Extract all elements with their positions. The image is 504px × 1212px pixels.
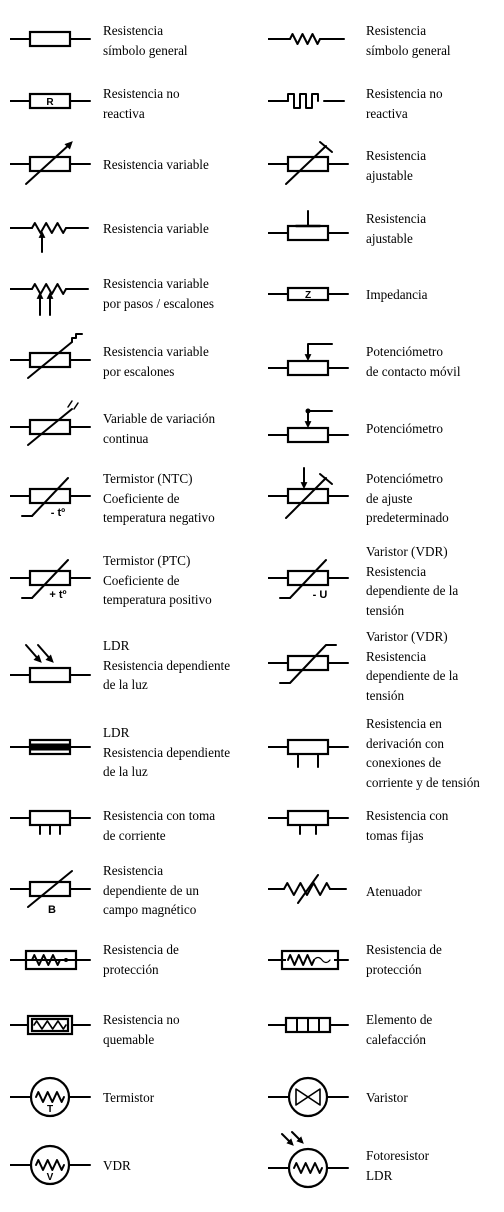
symbol-label: Atenuador bbox=[366, 884, 422, 899]
svg-text:+ tº: + tº bbox=[49, 589, 67, 601]
adjustable-resistor-icon bbox=[268, 124, 358, 204]
symbol-label: Varistor bbox=[366, 1090, 408, 1105]
magnetoresistor-icon bbox=[10, 849, 100, 929]
symbol-label: Resistencia ajustable bbox=[366, 148, 427, 183]
varistor-vdr-icon bbox=[268, 538, 358, 618]
symbol-label: Potenciómetro de ajuste predeterminado bbox=[366, 471, 449, 525]
symbol-label: Resistencia variable por escalones bbox=[103, 344, 209, 379]
symbol-label: Resistencia símbolo general bbox=[366, 23, 451, 58]
varistor-vdr-alt-icon bbox=[268, 623, 358, 703]
photoresistor-circle-icon bbox=[268, 1128, 358, 1208]
tapped-resistor-icon bbox=[10, 778, 100, 858]
symbol-label: Resistencia dependiente de un campo magnético bbox=[103, 863, 199, 917]
symbol-label: Termistor bbox=[103, 1090, 155, 1105]
symbol-label: Resistencia variable por pasos / escalones bbox=[103, 276, 214, 311]
symbol-label: Resistencia en derivación con conexiones de corriente y de tensión bbox=[366, 716, 480, 790]
continuous-variable-resistor-icon bbox=[10, 387, 100, 467]
svg-text:R: R bbox=[46, 97, 54, 108]
ptc-thermistor-icon bbox=[10, 538, 100, 618]
ldr-filled-icon bbox=[10, 707, 100, 787]
symbol-label: Termistor (NTC) Coeficiente de temperatura negativo bbox=[103, 471, 215, 525]
svg-text:Z: Z bbox=[304, 290, 312, 301]
stepped-resistor-zigzag-icon bbox=[10, 249, 100, 329]
ldr-icon bbox=[10, 635, 100, 715]
symbol-label: Elemento de calefacción bbox=[366, 1012, 433, 1047]
symbol-label: Resistencia variable bbox=[103, 221, 209, 236]
shunt-resistor-icon bbox=[268, 707, 358, 787]
symbol-label: Resistencia de protección bbox=[366, 942, 442, 977]
symbol-label: Potenciómetro bbox=[366, 421, 443, 436]
symbol-label: Resistencia no reactiva bbox=[366, 86, 443, 121]
symbol-label: LDR Resistencia dependiente de la luz bbox=[103, 638, 231, 692]
svg-text:- U: - U bbox=[312, 589, 328, 601]
symbol-label: Termistor (PTC) Coeficiente de temperatura positivo bbox=[103, 553, 212, 607]
svg-text:V: V bbox=[46, 1172, 54, 1183]
symbol-label: Variable de variación continua bbox=[103, 411, 216, 446]
symbol-label: Varistor (VDR) Resistencia dependiente de la tensión bbox=[366, 544, 459, 618]
svg-text:B: B bbox=[48, 904, 56, 916]
symbol-label: Potenciómetro de contacto móvil bbox=[366, 344, 461, 379]
ntc-thermistor-icon bbox=[10, 456, 100, 536]
symbol-label: Resistencia ajustable bbox=[366, 211, 427, 246]
symbol-label: Impedancia bbox=[366, 287, 428, 302]
svg-text:- tº: - tº bbox=[50, 507, 66, 519]
impedance-icon bbox=[268, 254, 358, 334]
symbol-label: VDR bbox=[103, 1158, 131, 1173]
symbol-label: Resistencia con tomas fijas bbox=[366, 808, 449, 843]
preset-potentiometer-icon bbox=[268, 456, 358, 536]
symbol-label: Fotoresistor LDR bbox=[366, 1148, 430, 1183]
svg-text:T: T bbox=[46, 1104, 54, 1115]
non-flammable-resistor-icon bbox=[10, 985, 100, 1065]
heating-element-icon bbox=[268, 985, 358, 1065]
symbol-label: Resistencia de protección bbox=[103, 942, 179, 977]
fixed-taps-resistor-icon bbox=[268, 778, 358, 858]
varistor-circle-icon bbox=[268, 1057, 358, 1137]
vdr-circle-icon bbox=[10, 1125, 100, 1205]
symbol-label: Varistor (VDR) Resistencia dependiente de la tensión bbox=[366, 629, 459, 703]
symbol-label: Resistencia símbolo general bbox=[103, 23, 188, 58]
symbol-label: Resistencia no quemable bbox=[103, 1012, 180, 1047]
attenuator-icon bbox=[268, 849, 358, 929]
symbol-label: Resistencia con toma de corriente bbox=[103, 808, 216, 843]
symbol-label: Resistencia variable bbox=[103, 157, 209, 172]
symbol-label: Resistencia no reactiva bbox=[103, 86, 180, 121]
symbol-label: LDR Resistencia dependiente de la luz bbox=[103, 725, 231, 779]
